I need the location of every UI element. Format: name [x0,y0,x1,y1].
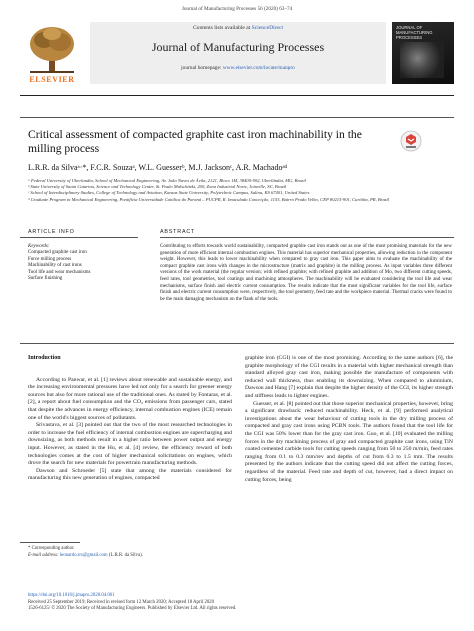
corresponding-author-note: * Corresponding author. [28,546,75,551]
keywords-title: Keywords: [28,244,50,249]
masthead-rule [20,95,454,96]
body-paragraph: Dawson and Schroeder [5] state that among the materials considered for manufacturing this new generation of engines, compacted [28,467,232,482]
journal-banner [90,22,386,84]
keyword-item: Tool life and wear mechanisms [28,269,91,275]
journal-reference: Journal of Manufacturing Processes 56 (2020) 63–74 [181,6,293,12]
copyright-line: 1526-6125/ © 2020 The Society of Manufacturing Engineers. Published by Elsevier Ltd. All rights reserved. [28,606,237,612]
doi-link[interactable]: https://doi.org/10.1016/j.jmapro.2020.04.061 [28,593,115,598]
keywords-block [28,244,146,282]
body-paragraph: graphite iron (CGI) is one of the most promising. According to the same authors [6], the graphite morphology of the CGI results in a material with higher mechanical strength than standard alloyed gray cast iron, making possible the manufacture of components with reduced wall thickness, thus enabling its downsizing. When compared to aluminium, Dawson and Hang [7] explain that despite the higher density of the CGI, its higher strength and stiffness leads to lighter engines. [245,355,453,399]
homepage-prefix: journal homepage: [181,65,222,71]
sciencedirect-link[interactable]: ScienceDirect [251,25,284,31]
footnote-rule [20,542,80,543]
keyword-item: Compacted graphite cast iron [28,250,87,256]
keyword-item: Surface finishing [28,276,63,282]
masthead [20,20,454,92]
email-label: E-mail address: [28,552,59,558]
author-list: L.R.R. da Silvaᵃ·*, F.C.R. Souzaᵃ, W.L. Guesserᵇ, M.J. Jacksonᶜ, A.R. Machadoᵃᵈ [28,163,288,172]
body-paragraph: According to Panwar, et al. [1] reviews about renewable and sustainable energy, and the increasing environmental pressures have led not only for a search for greener energy sources but also for more rational use of the traditional ones. As stated by Fontaras, et al. [2], a report about fuel consumption and the CO₂ emissions from passenger cars, stated that despite the advances in energy efficiency, internal combustion engines (ICE) remain one of the world's biggest sources of pollutants. [28,376,232,421]
info-rule [20,237,138,238]
abstract-text: Contributing to efforts towards world sustainability, compacted graphite cast iron stands out as one of the most promising materials for the new generation of more efficient internal combustion engines. This material has superior mechanical properties, allowing reduction in the component weight. However, this leads to lower machinability when compared to gray cast iron. This paper aims to evaluate the machinability of the compact graphite cast irons with changes in the microstructure (matrix and graphite) in the milling process. As input variables three different versions of the work material (the regular version; with refined graphite; with refined graphite and addition of Mo, two different cutting speeds, feed rates, tool geometries, tool coatings and machining atmospheres. The machinability will be evaluated considering the tool life and wear mechanisms, surface finish and electric current consumption. The results indicate that the most significant variables for the tool life, surface finish and electric current consumption were, respectively, the tool geometry, feed rate and the workpiece material. Thermal cracks were found to be the main damaging mechanism on the flank of the tools. [160,244,452,302]
journal-title: Journal of Manufacturing Processes [151,40,325,54]
article-metadata [28,593,448,613]
body-paragraph: Srivastava, et al. [3] pointed out that the two of the most researched technologies in order to increase the fuel efficiency of internal combustion engines are supercharging and downsizing, as both methods result in a higher ratio between power output and energy input. However, as stated in the Hu, et al. [4] review, the efficiency reward of both technologies comes at the cost of higher mechanical solicitations on engines, which drove the search for new materials for powertrain manufacturing methods. [28,422,232,467]
email-line [28,553,328,560]
abstract-heading: ABSTRACT [160,229,196,235]
homepage-line [90,65,386,71]
homepage-link[interactable]: www.elsevier.com/locate/manpro [222,65,295,71]
received-dates: Received 25 September 2019; Received in revised form 12 March 2020; Accepted 18 April 2020 [28,599,214,605]
crossmark-button[interactable] [400,130,422,152]
affiliations [28,178,448,203]
keyword-item: Force milling process [28,256,72,262]
affiliation-item: ᵃ Federal University of Uberlandia, School of Mechanical Engineering, Av. João Naves de Ávila, 2121, Bloco 1M, 38400-902, Uberlândia, MG, Brazil [28,178,306,183]
journal-cover[interactable] [392,22,454,84]
body-column-right [245,355,453,484]
publisher-logo[interactable] [20,22,84,84]
contents-line [90,25,386,31]
email-link[interactable]: leonardo.rrs@gmail.com [59,552,108,558]
elsevier-tree-icon [20,22,84,74]
section-heading-introduction: Introduction [28,355,61,361]
footnotes [28,546,328,559]
cover-title: JOURNAL OF MANUFACTURING PROCESSES [396,25,433,40]
affiliation-item: ᵇ State University of Santa Catarina, Science and Technology Center, St. Paulo Malschitzki, 200, Zona Industrial Norte, Joinville, SC, Brazil [28,184,287,190]
crossmark-icon [400,130,422,152]
affiliation-item: ᶜ School of Interdisciplinary Studies, College of Technology and Aviation, Kansas State University, Polytechnic Campus, Salina, KS 67401, United States [28,190,310,196]
title-rule [20,117,454,118]
article-info-heading: ARTICLE INFO [28,229,75,235]
article-title: Critical assessment of compacted graphite cast iron machinability in the milling process [28,128,362,155]
abstract-rule [160,237,454,238]
body-paragraph: Guesser, et al. [8] pointed out that those superior mechanical properties, however, bring a significant drawback: reduced machinability. Heck, et al. [9] performed analytical investigations about the wear behaviour of cutting tools in the dry milling process of compacted and gray cast irons using PCBN tools. The authors found that the tool life for the CGI was 50% lower than for the gray cast iron. Guo, et al. [10] evaluated the milling forces in the dry machining process of gray and compacted graphite cast irons, using TiN coated cemented carbide tools for cutting speeds ranging from 50 to 250 m/min, feed rates ranging from 0.1 to 0.3 mm/rev and depths of cut from 0.3 to 1.5 mm. The results presented by the authors indicate that the cutting speed did not affect the cutting forces, regardless of the material. Feed rate and depth of cut, however, had a direct impact on cutting forces, being [245,400,453,483]
affiliation-item: ᵈ Graduate Program in Mechanical Engineering, Pontifícia Universidade Católica do Paraná – PUCPR, R. Imaculada Conceição, 1155, Bairro Prado Velho, CEP 80215-901, Curitiba, PR, Brazil [28,196,390,202]
abstract-end-rule [20,343,454,344]
cover-image [400,42,444,78]
keyword-item: Machinability of cast irons [28,263,82,269]
contents-prefix: Contents lists available at [192,25,251,31]
body-column-left [28,355,232,483]
publisher-name: ELSEVIER [29,75,75,84]
email-suffix: (L.R.R. da Silva). [108,552,143,558]
